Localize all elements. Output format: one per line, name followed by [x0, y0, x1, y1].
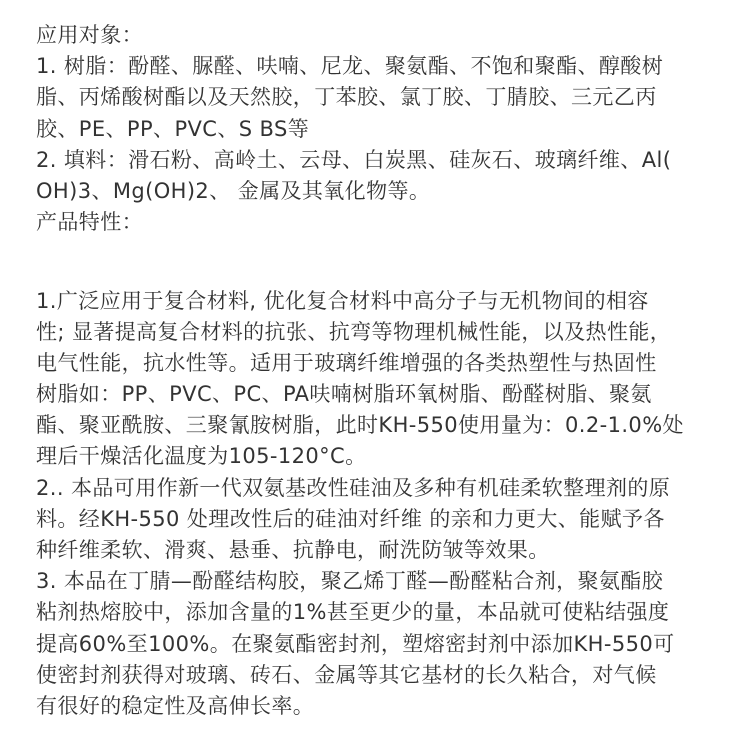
features-heading: 产品特性：	[36, 210, 143, 235]
targets-line: OH)3、Mg(OH)2、 金属及其氧化物等。	[36, 178, 431, 203]
targets-heading: 应用对象：	[36, 23, 143, 47]
features-line: 使密封剂获得对玻璃、砖石、金属等其它基材的长久粘合，对气候	[36, 662, 657, 687]
features-line: 提高60%至100%。在聚氨酯密封剂，塑熔密封剂中添加KH-550可	[36, 631, 675, 656]
targets-line: 脂、丙烯酸树酯以及天然胶，丁苯胶、氯丁胶、丁腈胶、三元乙丙	[36, 85, 657, 110]
features-line: 理后干燥活化温度为105-120°C。	[36, 444, 367, 469]
document-body	[36, 0, 726, 722]
features-line: 3. 本品在丁腈—酚醛结构胶，聚乙烯丁醛—酚醛粘合剂，聚氨酯胶	[36, 569, 664, 594]
blank-line	[36, 254, 726, 285]
features-line: 料。经KH-550 处理改性后的硅油对纤维 的亲和力更大、能赋予各	[36, 506, 665, 531]
features-line: 1.广泛应用于复合材料, 优化复合材料中高分子与无机物间的相容	[36, 288, 649, 313]
targets-line: 胶、PE、PP、PVC、S BS等	[36, 116, 310, 141]
features-line: 树脂如：PP、PVC、PC、PA呋喃树脂环氧树脂、酚醛树脂、聚氨	[36, 382, 652, 407]
features-line: 有很好的稳定性及高伸长率。	[36, 693, 315, 718]
targets-line: 2. 填料：滑石粉、高岭土、云母、白炭黑、硅灰石、玻璃纤维、Al(	[36, 147, 672, 172]
features-line: 粘剂热熔胶中，添加含量的1%甚至更少的量，本品就可使粘结强度	[36, 600, 670, 625]
targets-line: 1. 树脂：酚醛、脲醛、呋喃、尼龙、聚氨酯、不饱和聚酯、醇酸树	[36, 54, 664, 79]
features-line: 种纤维柔软、滑爽、悬垂、抗静电，耐洗防皱等效果。	[36, 538, 550, 562]
features-line: 酯、聚亚酰胺、三聚氰胺树脂，此时KH-550使用量为：0.2-1.0%处	[36, 413, 684, 438]
features-line: 电气性能，抗水性等。适用于玻璃纤维增强的各类热塑性与热固性	[36, 350, 657, 375]
features-line: 性; 显著提高复合材料的抗张、抗弯等物理机械性能，以及热性能，	[36, 319, 672, 344]
features-line: 2.. 本品可用作新一代双氨基改性硅油及多种有机硅柔软整理剂的原	[36, 475, 671, 500]
